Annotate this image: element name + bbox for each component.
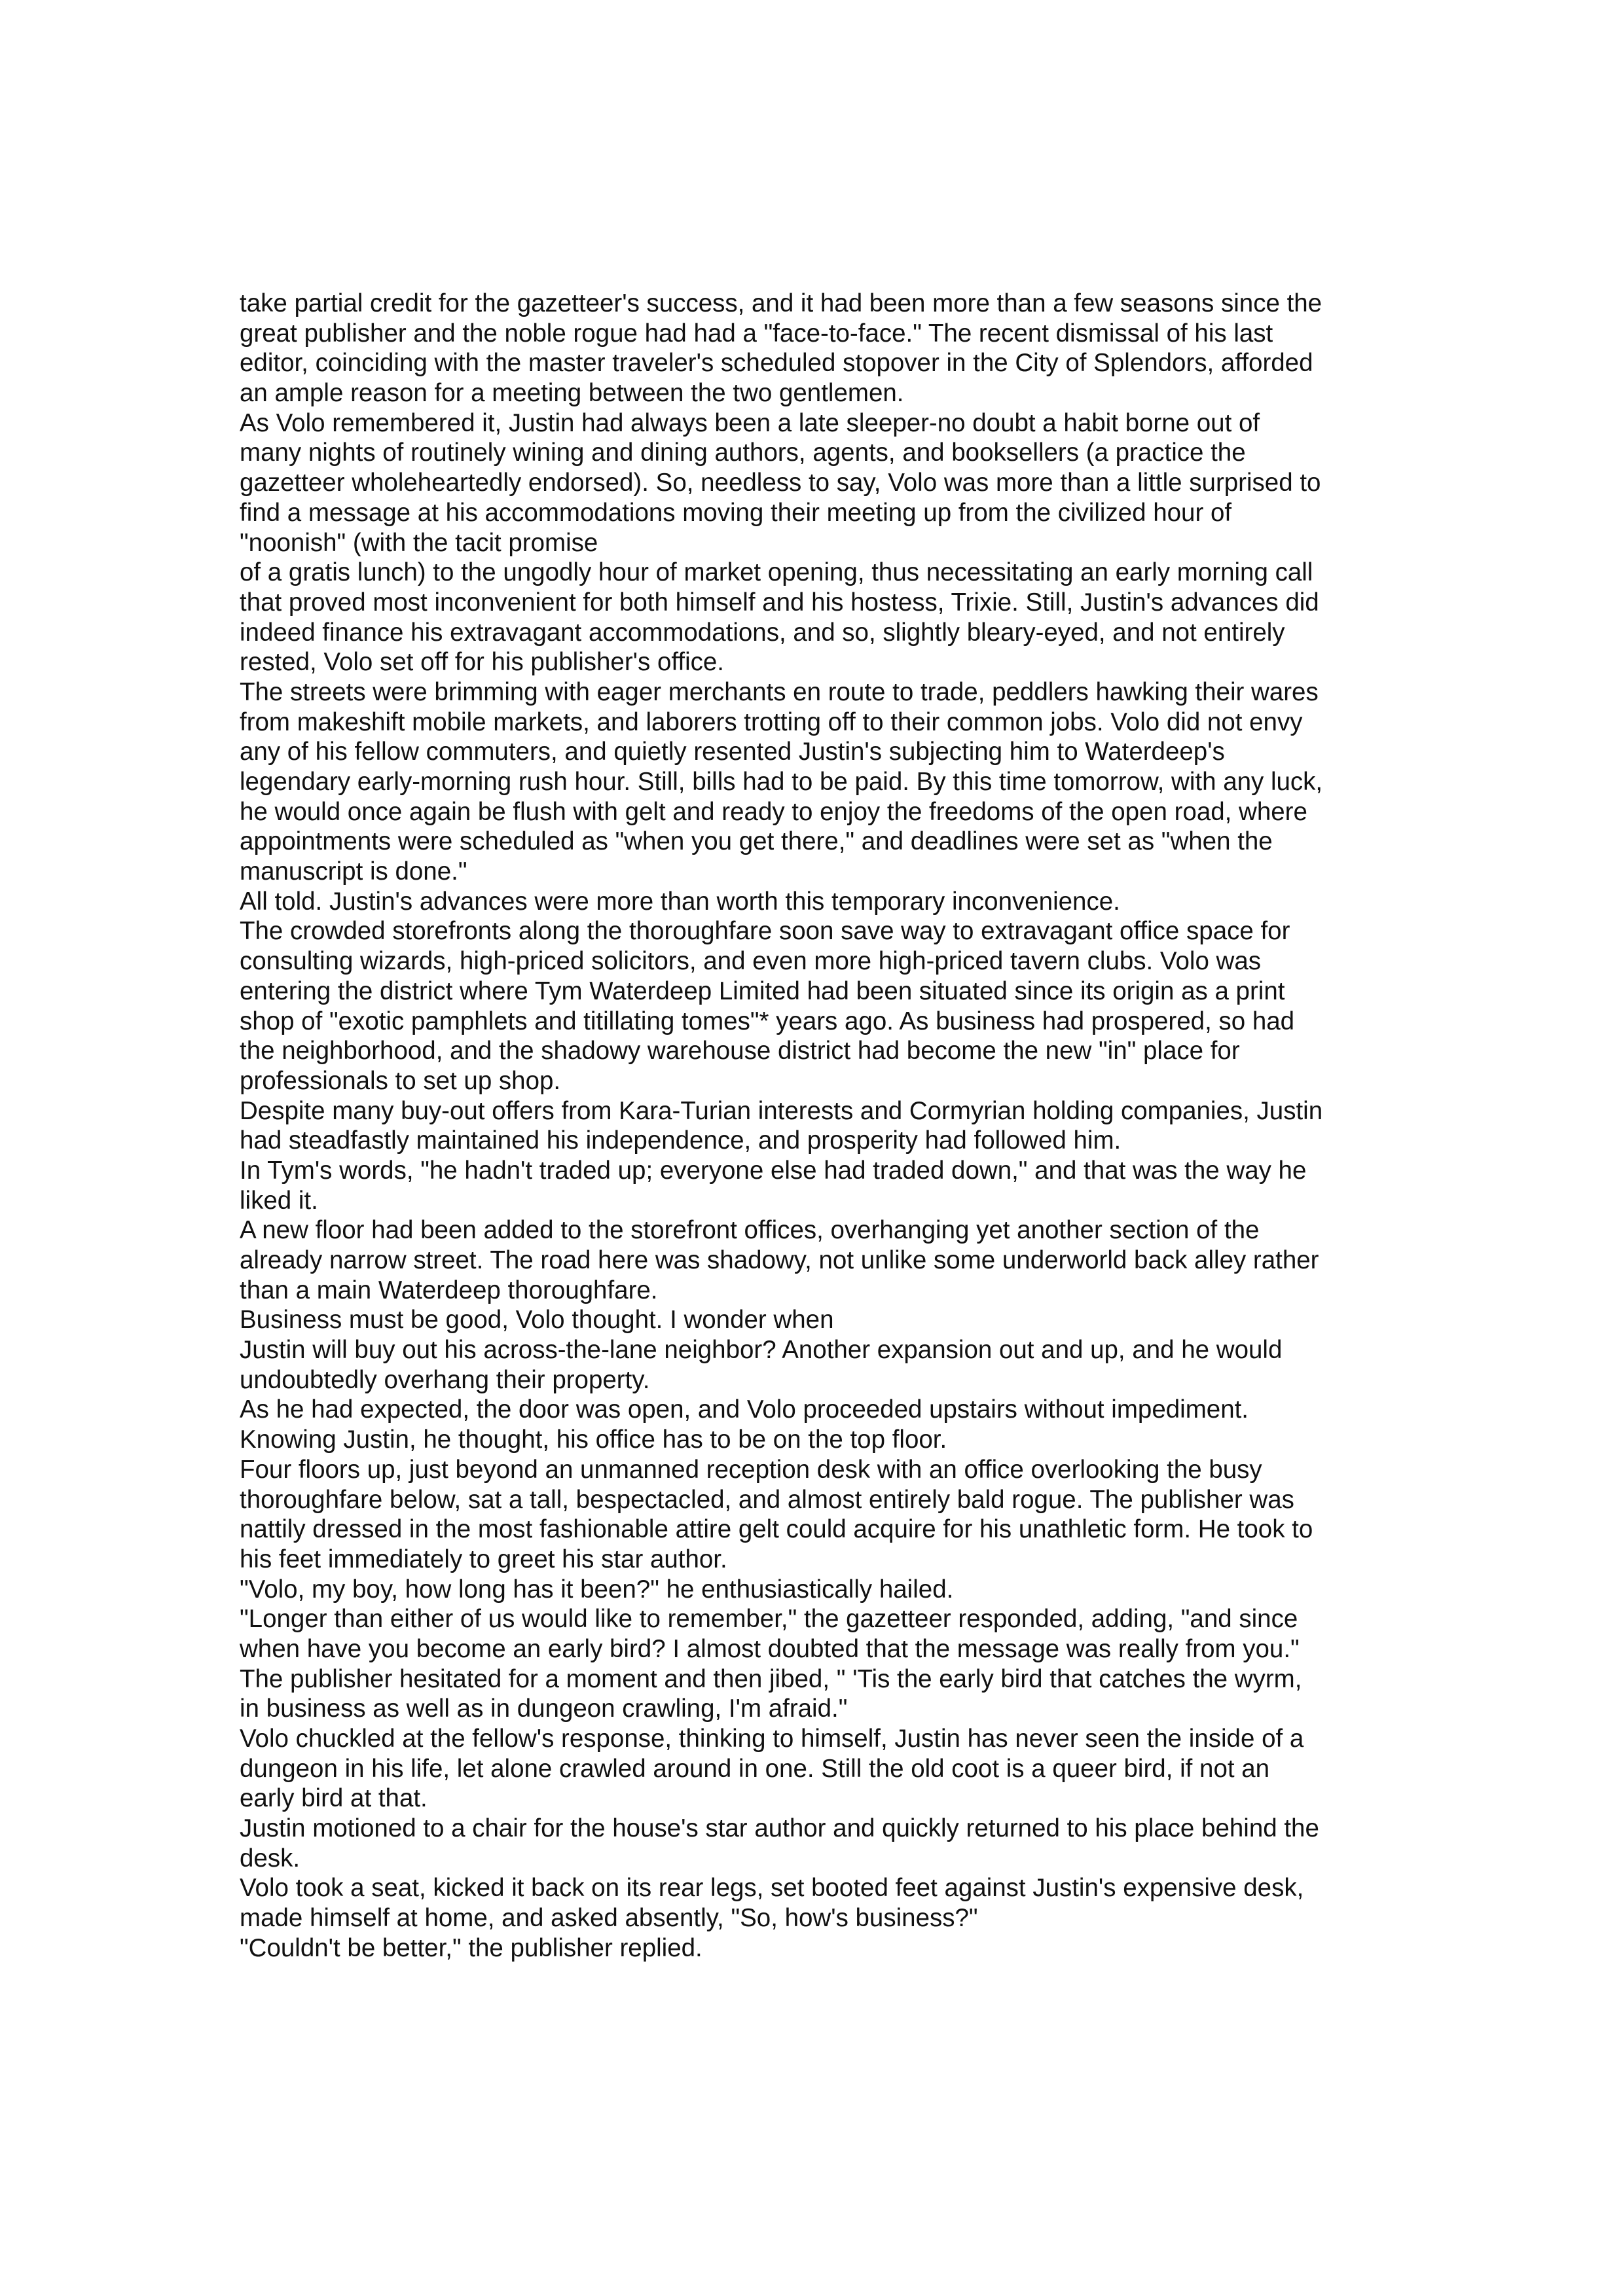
- text-line: "Longer than either of us would like to remember," the gazetteer responded, adding, "and since: [240, 1605, 1298, 1634]
- text-line: gazetteer wholeheartedly endorsed). So, needless to say, Volo was more than a little surprised to: [240, 469, 1321, 497]
- text-line: when have you become an early bird? I almost doubted that the message was really from you.": [240, 1634, 1300, 1663]
- text-line: the neighborhood, and the shadowy warehouse district had become the new "in" place for: [240, 1037, 1240, 1066]
- text-line: desk.: [240, 1844, 301, 1873]
- text-line: The streets were brimming with eager merchants en route to trade, peddlers hawking their wares: [240, 677, 1319, 706]
- text-line: find a message at his accommodations moving their meeting up from the civilized hour of: [240, 498, 1232, 527]
- text-line: In Tym's words, "he hadn't traded up; everyone else had traded down," and that was the way he: [240, 1156, 1307, 1185]
- text-line: rested, Volo set off for his publisher's office.: [240, 648, 724, 677]
- text-line: early bird at that.: [240, 1784, 428, 1813]
- text-line: consulting wizards, high-priced solicitors, and even more high-priced tavern clubs. Volo was: [240, 947, 1262, 976]
- text-line: indeed finance his extravagant accommodations, and so, slightly bleary-eyed, and not entirely: [240, 618, 1285, 647]
- text-line: in business as well as in dungeon crawling, I'm afraid.": [240, 1695, 848, 1723]
- text-line: take partial credit for the gazetteer's success, and it had been more than a few seasons since the: [240, 289, 1322, 317]
- text-line: Business must be good, Volo thought. I wonder when: [240, 1306, 834, 1335]
- text-line: great publisher and the noble rogue had had a "face-to-face." The recent dismissal of his last: [240, 319, 1273, 348]
- text-line: The publisher hesitated for a moment and then jibed, " 'Tis the early bird that catches the wyrm,: [240, 1664, 1302, 1693]
- text-line: than a main Waterdeep thoroughfare.: [240, 1276, 658, 1304]
- text-line: entering the district where Tym Waterdeep Limited had been situated since its origin as a print: [240, 977, 1285, 1005]
- text-line: Volo took a seat, kicked it back on its rear legs, set booted feet against Justin's expensive desk,: [240, 1874, 1304, 1903]
- text-line: A new floor had been added to the storefront offices, overhanging yet another section of the: [240, 1216, 1260, 1245]
- text-line: his feet immediately to greet his star author.: [240, 1545, 727, 1573]
- text-line: manuscript is done.": [240, 857, 467, 886]
- text-line: Justin motioned to a chair for the house's star author and quickly returned to his place behind the: [240, 1814, 1319, 1843]
- text-line: from makeshift mobile markets, and laborers trotting off to their common jobs. Volo did not envy: [240, 708, 1303, 736]
- text-line: an ample reason for a meeting between the two gentlemen.: [240, 379, 904, 408]
- text-line: Four floors up, just beyond an unmanned reception desk with an office overlooking the busy: [240, 1455, 1262, 1484]
- text-line: The crowded storefronts along the thoroughfare soon save way to extravagant office space for: [240, 917, 1290, 946]
- text-line: Justin will buy out his across-the-lane neighbor? Another expansion out and up, and he would: [240, 1336, 1283, 1365]
- text-line: "Volo, my boy, how long has it been?" he enthusiastically hailed.: [240, 1575, 954, 1604]
- text-line: shop of "exotic pamphlets and titillating tomes"* years ago. As business had prospered, so had: [240, 1007, 1295, 1035]
- text-line: "noonish" (with the tacit promise: [240, 528, 598, 557]
- text-line: of a gratis lunch) to the ungodly hour of market opening, thus necessitating an early morning call: [240, 558, 1313, 587]
- body-text: [240, 289, 1412, 1964]
- text-line: editor, coinciding with the master traveler's scheduled stopover in the City of Splendors, afforded: [240, 349, 1313, 378]
- text-line: dungeon in his life, let alone crawled around in one. Still the old coot is a queer bird, if not an: [240, 1754, 1270, 1783]
- text-line: made himself at home, and asked absently, "So, how's business?": [240, 1904, 978, 1933]
- text-line: had steadfastly maintained his independence, and prosperity had followed him.: [240, 1126, 1122, 1155]
- text-line: that proved most inconvenient for both himself and his hostess, Trixie. Still, Justin's advances did: [240, 588, 1319, 617]
- text-line: appointments were scheduled as "when you get there," and deadlines were set as "when the: [240, 827, 1273, 856]
- text-line: already narrow street. The road here was shadowy, not unlike some underworld back alley rather: [240, 1246, 1319, 1274]
- text-line: any of his fellow commuters, and quietly resented Justin's subjecting him to Waterdeep's: [240, 738, 1225, 766]
- text-line: nattily dressed in the most fashionable attire gelt could acquire for his unathletic form. He took to: [240, 1515, 1313, 1544]
- text-line: All told. Justin's advances were more than worth this temporary inconvenience.: [240, 887, 1120, 916]
- text-line: he would once again be flush with gelt and ready to enjoy the freedoms of the open road, where: [240, 797, 1307, 826]
- text-line: professionals to set up shop.: [240, 1066, 561, 1095]
- text-line: Volo chuckled at the fellow's response, thinking to himself, Justin has never seen the inside of a: [240, 1725, 1304, 1753]
- text-line: Knowing Justin, he thought, his office has to be on the top floor.: [240, 1426, 947, 1454]
- text-line: thoroughfare below, sat a tall, bespectacled, and almost entirely bald rogue. The publisher was: [240, 1485, 1294, 1514]
- text-line: undoubtedly overhang their property.: [240, 1365, 650, 1394]
- text-line: many nights of routinely wining and dining authors, agents, and booksellers (a practice the: [240, 439, 1246, 467]
- text-line: As Volo remembered it, Justin had always been a late sleeper-no doubt a habit borne out of: [240, 408, 1260, 437]
- text-line: "Couldn't be better," the publisher replied.: [240, 1933, 702, 1962]
- text-line: legendary early-morning rush hour. Still, bills had to be paid. By this time tomorrow, with any luck,: [240, 768, 1323, 796]
- text-line: As he had expected, the door was open, and Volo proceeded upstairs without impediment.: [240, 1395, 1249, 1424]
- text-line: Despite many buy-out offers from Kara-Turian interests and Cormyrian holding companies, Justin: [240, 1096, 1323, 1125]
- text-line: liked it.: [240, 1186, 318, 1215]
